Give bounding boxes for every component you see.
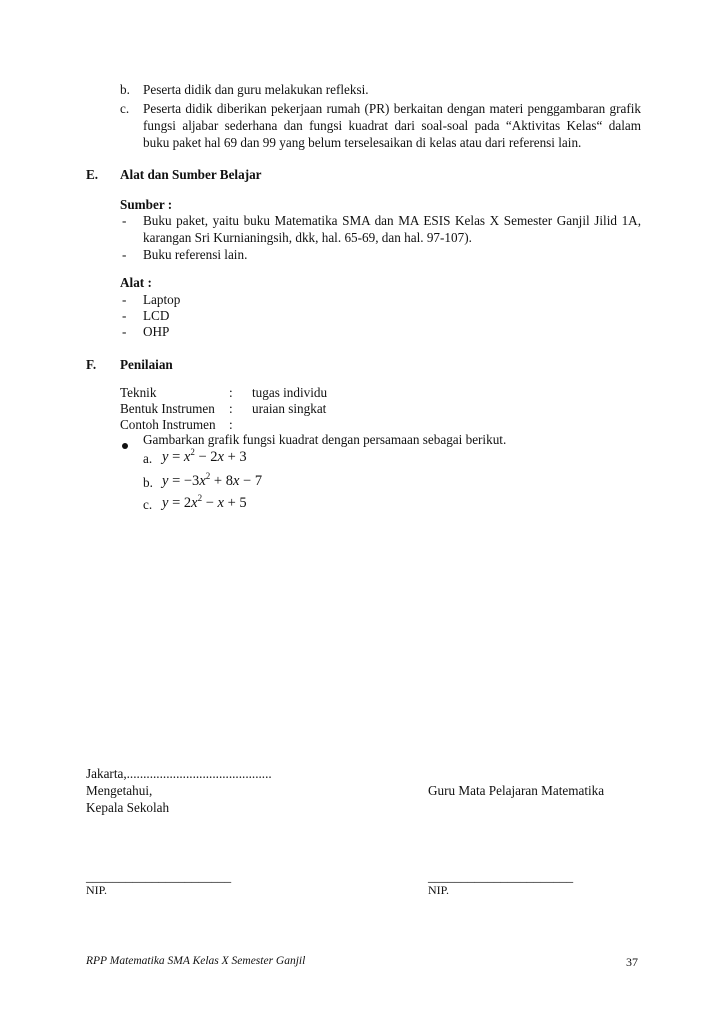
item-c-marker: c. [120,101,130,116]
alat-item-1-marker: - [122,292,127,307]
section-e-title: Alat dan Sumber Belajar [120,167,262,182]
equation-c-marker: c. [143,497,153,512]
row-teknik-label: Teknik [120,385,157,400]
section-f-title: Penilaian [120,357,173,372]
instrument-instruction: Gambarkan grafik fungsi kuadrat dengan persamaan sebagai berikut. [143,432,507,447]
item-b-marker: b. [120,82,130,97]
alat-label: Alat : [120,275,152,290]
row-contoh-label: Contoh Instrumen [120,417,216,432]
sumber-item-2-line-1: Buku referensi lain. [143,247,248,262]
left-role-2: Kepala Sekolah [86,800,170,815]
section-e-letter: E. [86,167,99,182]
left-role-1: Mengetahui, [86,783,153,798]
page-number: 37 [626,955,638,969]
alat-item-2-marker: - [122,308,127,323]
bullet-icon [122,437,128,453]
section-f-letter: F. [86,357,97,372]
sumber-label: Sumber : [120,197,173,212]
row-teknik-colon: : [229,385,233,400]
equation-b-marker: b. [143,475,153,490]
footer-title: RPP Matematika SMA Kelas X Semester Ganjil [86,955,306,967]
place-date: Jakarta,............................................ [86,766,272,781]
alat-item-2-text: LCD [143,308,170,323]
left-nip: NIP. [86,883,108,897]
sumber-item-1-line-2: karangan Sri Kurnianingsih, dkk, hal. 65-69, dan hal. 97-107). [143,230,472,245]
right-role: Guru Mata Pelajaran Matematika [428,783,605,798]
alat-item-3-marker: - [122,324,127,339]
sumber-item-2-marker: - [122,247,127,262]
item-c-line-2: fungsi aljabar sederhana dan fungsi kuadrat dari soal-soal pada “Aktivitas Kelas“ dalam [143,118,641,133]
equation-a: $y = x^2 - 2x + 3$ [162,447,247,465]
item-c-line-3: buku paket hal 69 dan 99 yang belum terselesaikan di kelas atau dari referensi lain. [143,135,582,150]
row-bentuk-value: uraian singkat [252,401,327,416]
left-signature-line: ______________________ [86,869,232,884]
alat-item-3-text: OHP [143,324,170,339]
row-bentuk-label: Bentuk Instrumen [120,401,215,416]
equation-c: $y = 2x^2 - x + 5$ [162,493,247,511]
item-c-line-1: Peserta didik diberikan pekerjaan rumah (PR) berkaitan dengan materi penggambaran grafik [143,101,641,116]
sumber-item-1-marker: - [122,213,127,228]
row-bentuk-colon: : [229,401,233,416]
equation-a-marker: a. [143,451,153,466]
alat-item-1-text: Laptop [143,292,181,307]
equation-b: $y = -3x^2 + 8x - 7$ [162,471,263,489]
row-teknik-value: tugas individu [252,385,328,400]
item-b-text: Peserta didik dan guru melakukan refleksi. [143,82,369,97]
right-nip: NIP. [428,883,450,897]
row-contoh-colon: : [229,417,233,432]
sumber-item-1-line-1: Buku paket, yaitu buku Matematika SMA dan MA ESIS Kelas X Semester Ganjil Jilid 1A, [143,213,641,228]
right-signature-line: ______________________ [428,869,574,884]
